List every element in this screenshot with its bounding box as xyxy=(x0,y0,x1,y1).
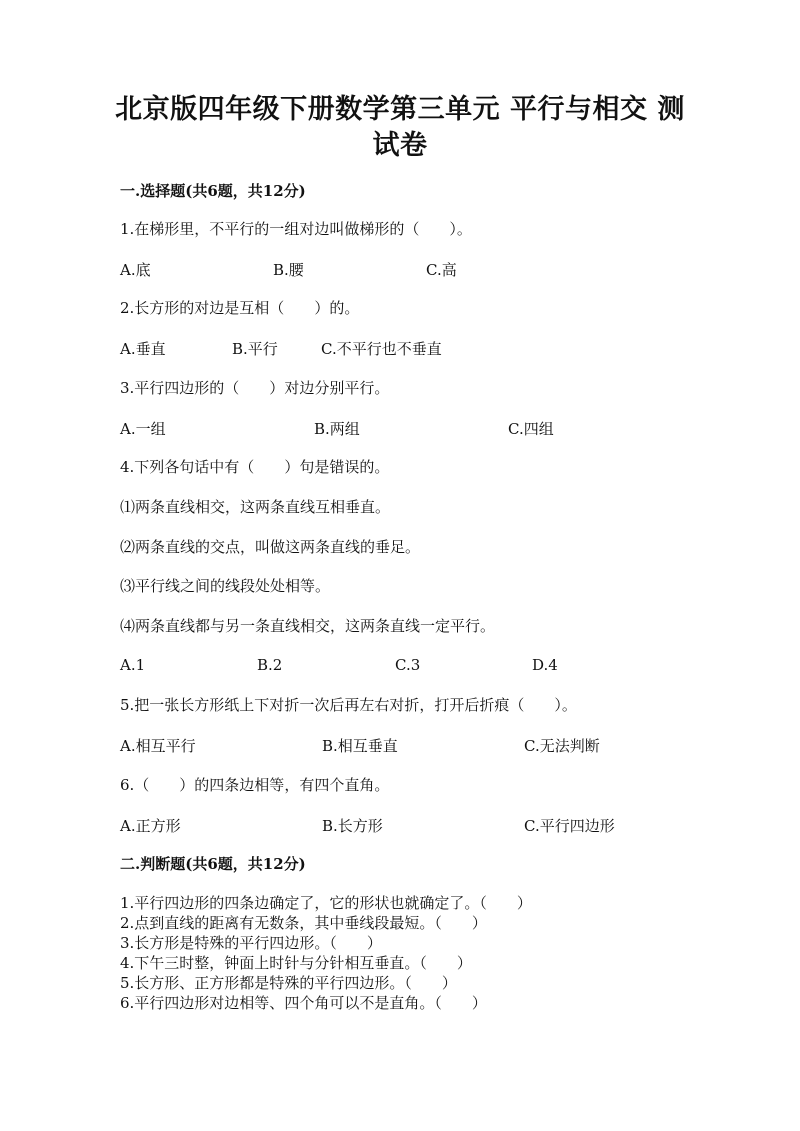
question-stem: 6.（ ）的四条边相等，有四个直角。 xyxy=(120,776,390,794)
section-heading-choice: 一.选择题(共6题，共12分) xyxy=(120,182,306,200)
statement: ⑶平行线之间的线段处处相等。 xyxy=(120,577,331,595)
question-stem: 1.在梯形里，不平行的一组对边叫做梯形的（ ）。 xyxy=(120,220,472,238)
option: A.相互平行 xyxy=(120,737,196,755)
option: A.1 xyxy=(120,656,146,674)
option: D.4 xyxy=(532,656,558,674)
statement: ⑵两条直线的交点，叫做这两条直线的垂足。 xyxy=(120,538,421,556)
question-stem: 2.长方形的对边是互相（ ）的。 xyxy=(120,299,360,317)
option-row xyxy=(120,259,680,279)
option: B.2 xyxy=(257,656,283,674)
option: A.垂直 xyxy=(120,340,166,358)
option: A.底 xyxy=(120,261,151,279)
statement: ⑴两条直线相交，这两条直线互相垂直。 xyxy=(120,498,391,516)
option-row xyxy=(120,418,680,438)
option: C.平行四边形 xyxy=(524,817,615,835)
option-row xyxy=(120,656,680,676)
option: A.正方形 xyxy=(120,817,181,835)
judge-item: 4.下午三时整，钟面上时针与分针相互垂直。（ ） xyxy=(120,954,472,972)
option: B.平行 xyxy=(232,340,278,358)
judge-list xyxy=(120,893,532,1013)
question-stem: 5.把一张长方形纸上下对折一次后再左右对折，打开后折痕（ ）。 xyxy=(120,696,577,714)
option: C.不平行也不垂直 xyxy=(321,340,442,358)
option: B.腰 xyxy=(273,261,304,279)
option: B.长方形 xyxy=(322,817,383,835)
option: B.两组 xyxy=(314,420,360,438)
judge-item: 3.长方形是特殊的平行四边形。（ ） xyxy=(120,934,382,952)
judge-item: 6.平行四边形对边相等、四个角可以不是直角。（ ） xyxy=(120,994,487,1012)
question-stem: 3.平行四边形的（ ）对边分别平行。 xyxy=(120,379,390,397)
option: B.相互垂直 xyxy=(322,737,398,755)
judge-item: 1.平行四边形的四条边确定了，它的形状也就确定了。（ ） xyxy=(120,894,532,912)
option: C.四组 xyxy=(508,420,554,438)
page-title: 北京版四年级下册数学第三单元 平行与相交 测试卷 xyxy=(115,94,685,161)
option-row xyxy=(120,815,680,835)
question-stem: 4.下列各句话中有（ ）句是错误的。 xyxy=(120,458,390,476)
option-row xyxy=(120,338,680,358)
option: C.无法判断 xyxy=(524,737,600,755)
option: C.高 xyxy=(426,261,457,279)
option: A.一组 xyxy=(120,420,166,438)
judge-item: 5.长方形、正方形都是特殊的平行四边形。（ ） xyxy=(120,974,457,992)
section-heading-judge: 二.判断题(共6题，共12分) xyxy=(120,855,306,873)
option: C.3 xyxy=(395,656,421,674)
option-row xyxy=(120,735,680,755)
statement: ⑷两条直线都与另一条直线相交，这两条直线一定平行。 xyxy=(120,617,496,635)
judge-item: 2.点到直线的距离有无数条，其中垂线段最短。（ ） xyxy=(120,914,487,932)
